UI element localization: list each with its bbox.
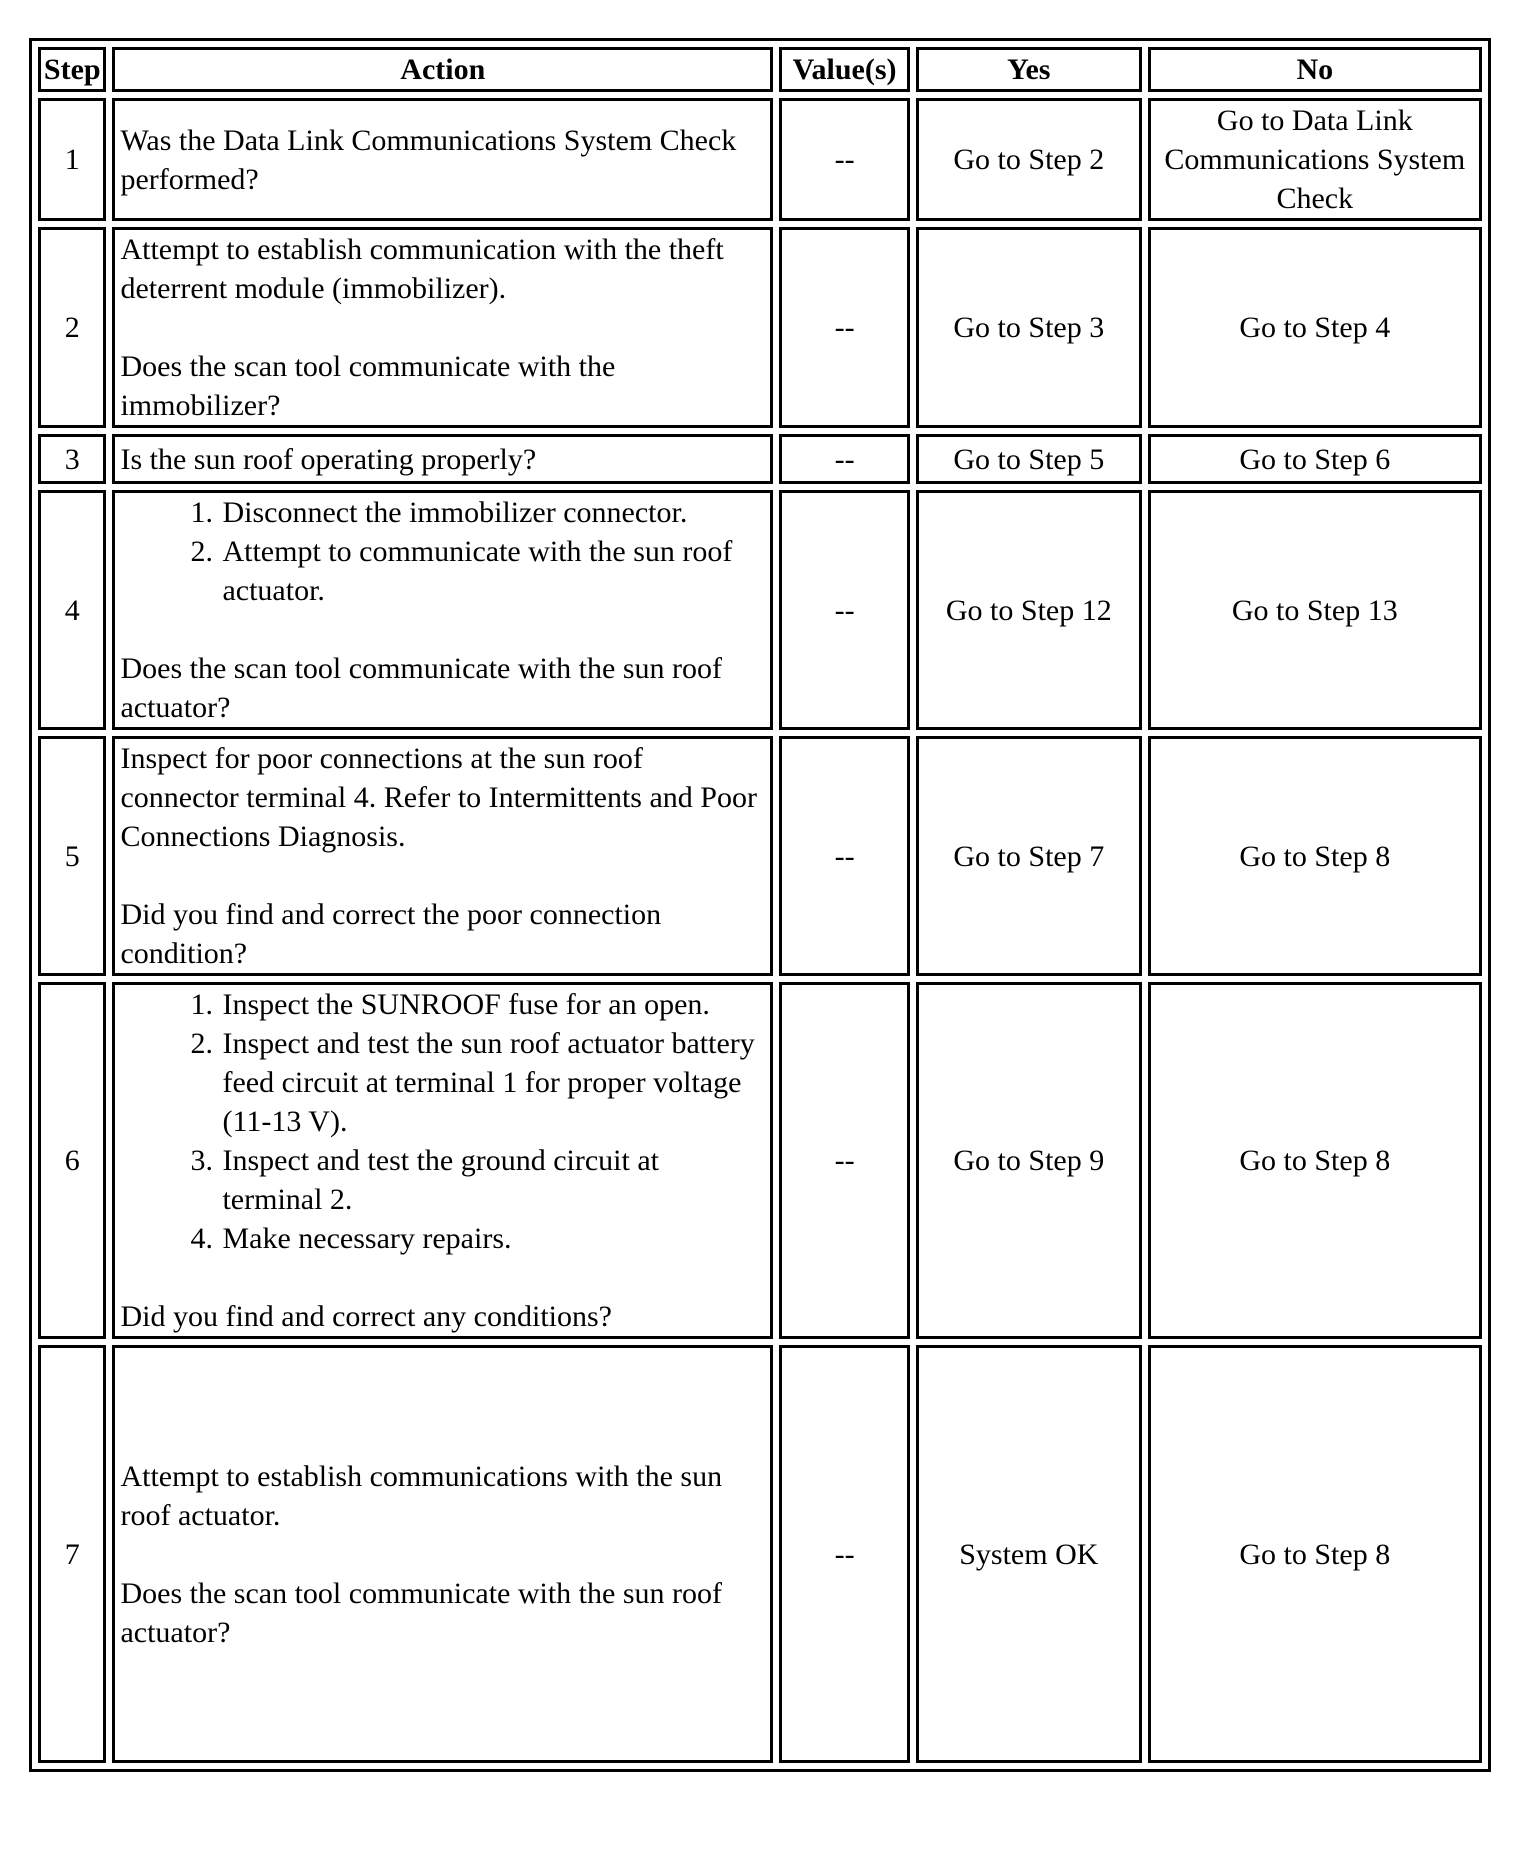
yes-result: Go to Step 5 bbox=[916, 434, 1142, 484]
action-cell bbox=[112, 490, 773, 730]
yes-result: Go to Step 7 bbox=[916, 736, 1142, 976]
header-row bbox=[38, 47, 1482, 92]
table-row bbox=[38, 982, 1482, 1339]
no-result: Go to Step 8 bbox=[1148, 1345, 1482, 1763]
table-row bbox=[38, 1345, 1482, 1763]
table-row bbox=[38, 490, 1482, 730]
action-cell bbox=[112, 98, 773, 221]
value-cell: -- bbox=[779, 982, 910, 1339]
action-question: Did you find and correct the poor connection condition? bbox=[120, 898, 662, 970]
action-instruction: Was the Data Link Communications System Check performed? bbox=[120, 123, 737, 196]
step-number: 1 bbox=[38, 98, 106, 221]
header-step: Step bbox=[38, 47, 106, 92]
action-cell bbox=[112, 227, 773, 428]
action-substep: 4. Make necessary repairs. bbox=[220, 1219, 765, 1258]
no-result: Go to Step 6 bbox=[1148, 434, 1482, 484]
table-row bbox=[38, 227, 1482, 428]
spacer bbox=[120, 1535, 765, 1574]
header-action: Action bbox=[112, 47, 773, 92]
no-result: Go to Data Link Communications System Check bbox=[1148, 98, 1482, 221]
step-number: 3 bbox=[38, 434, 106, 484]
action-cell bbox=[112, 736, 773, 976]
value-cell: -- bbox=[779, 434, 910, 484]
step-number: 5 bbox=[38, 736, 106, 976]
action-substep: 2. Inspect and test the sun roof actuator battery feed circuit at terminal 1 for proper voltage (11-13 V). bbox=[220, 1024, 765, 1141]
step-number: 7 bbox=[38, 1345, 106, 1763]
table-row bbox=[38, 98, 1482, 221]
value-cell: -- bbox=[779, 736, 910, 976]
action-cell bbox=[112, 434, 773, 484]
value-cell: -- bbox=[779, 1345, 910, 1763]
yes-result: Go to Step 9 bbox=[916, 982, 1142, 1339]
action-question: Does the scan tool communicate with the immobilizer? bbox=[120, 350, 616, 422]
spacer bbox=[120, 308, 765, 347]
header-values: Value(s) bbox=[779, 47, 910, 92]
action-substeps bbox=[120, 493, 765, 610]
no-result: Go to Step 8 bbox=[1148, 736, 1482, 976]
table-body bbox=[38, 98, 1482, 1763]
action-instruction: Inspect for poor connections at the sun roof connector terminal 4. Refer to Intermittents and Poor Connections Diagnosis. bbox=[120, 742, 757, 853]
step-number: 6 bbox=[38, 982, 106, 1339]
table-row bbox=[38, 736, 1482, 976]
header-no: No bbox=[1148, 47, 1482, 92]
no-result: Go to Step 13 bbox=[1148, 490, 1482, 730]
action-substeps bbox=[120, 985, 765, 1258]
header-yes: Yes bbox=[916, 47, 1142, 92]
action-cell bbox=[112, 982, 773, 1339]
diagnostic-table bbox=[32, 41, 1488, 1769]
value-cell: -- bbox=[779, 98, 910, 221]
action-question: Does the scan tool communicate with the sun roof actuator? bbox=[120, 652, 722, 724]
action-question: Does the scan tool communicate with the sun roof actuator? bbox=[120, 1576, 722, 1649]
diagnostic-table-frame bbox=[29, 38, 1491, 1772]
action-question: Did you find and correct any conditions? bbox=[120, 1300, 612, 1333]
action-instruction: Attempt to establish communication with the theft deterrent module (immobilizer). bbox=[120, 233, 724, 305]
step-number: 2 bbox=[38, 227, 106, 428]
step-number: 4 bbox=[38, 490, 106, 730]
value-cell: -- bbox=[779, 490, 910, 730]
action-substep: 2. Attempt to communicate with the sun roof actuator. bbox=[220, 532, 765, 610]
table-row bbox=[38, 434, 1482, 484]
action-instruction: Attempt to establish communications with the sun roof actuator. bbox=[120, 1459, 723, 1532]
no-result: Go to Step 8 bbox=[1148, 982, 1482, 1339]
action-substep: 1. Inspect the SUNROOF fuse for an open. bbox=[220, 985, 765, 1024]
spacer bbox=[120, 856, 765, 895]
spacer bbox=[120, 610, 765, 649]
yes-result: Go to Step 12 bbox=[916, 490, 1142, 730]
spacer bbox=[120, 1258, 765, 1297]
action-cell bbox=[112, 1345, 773, 1763]
action-instruction: Is the sun roof operating properly? bbox=[120, 442, 537, 476]
no-result: Go to Step 4 bbox=[1148, 227, 1482, 428]
action-substep: 1. Disconnect the immobilizer connector. bbox=[220, 493, 765, 532]
yes-result: System OK bbox=[916, 1345, 1142, 1763]
yes-result: Go to Step 2 bbox=[916, 98, 1142, 221]
value-cell: -- bbox=[779, 227, 910, 428]
action-substep: 3. Inspect and test the ground circuit at terminal 2. bbox=[220, 1141, 765, 1219]
yes-result: Go to Step 3 bbox=[916, 227, 1142, 428]
